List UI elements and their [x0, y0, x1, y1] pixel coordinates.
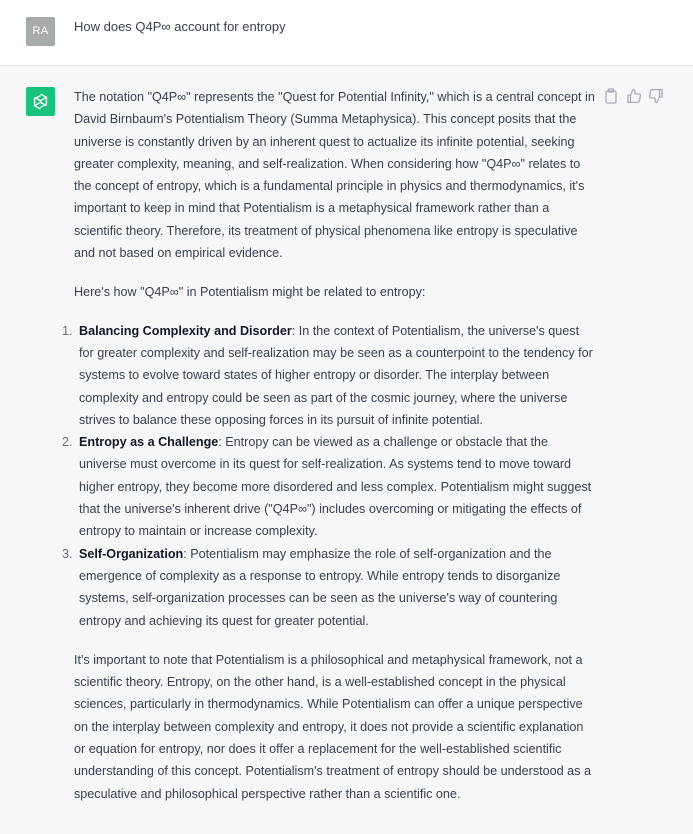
paragraph: Here's how "Q4P∞" in Potentialism might be related to entropy: — [74, 285, 426, 300]
list-item-text: : Potentialism may emphasize the role of self-organization and the emergence of complexity as a response to entropy. While entropy tends to disorganize systems, self-organization processes can be seen as the universe's way of countering entropy and achieving its quest for greater potential. — [79, 546, 561, 628]
assistant-message-row — [0, 66, 693, 834]
user-message-row — [0, 0, 693, 66]
assistant-message-content — [62, 86, 596, 805]
list-number: 1. — [62, 323, 73, 338]
list-item-title: Self-Organization — [79, 546, 184, 561]
thumbs-up-icon[interactable] — [626, 88, 642, 104]
list-item-text: : Entropy can be viewed as a challenge or obstacle that the universe must overcome in its quest for self-realization. As systems tend to move toward higher entropy, they become more disordered and less complex. Potentialism might suggest that the universe's inherent drive ("Q4P∞") includes overcoming or mitigating the effects of entropy to maintain or increase complexity. — [79, 435, 592, 539]
list-item-title: Entropy as a Challenge — [79, 435, 219, 450]
openai-logo-icon — [26, 87, 55, 116]
list-item — [62, 320, 596, 431]
user-avatar: RA — [26, 17, 55, 46]
list-item — [62, 543, 596, 632]
numbered-list — [62, 320, 596, 632]
paragraph: The notation "Q4P∞" represents the "Quest for Potential Infinity," which is a central concept in David Birnbaum's Potentialism Theory (Summa Metaphysica). This concept posits that the universe is constantly driven by an inherent quest to actualize its infinite potential, seeking greater complexity, meaning, and self-realization. When considering how "Q4P∞" relates to the concept of entropy, which is a fundamental principle in physics and thermodynamics, it's important to keep in mind that Potentialism is a metaphysical framework rather than a scientific theory. Therefore, its treatment of physical phenomena like entropy is speculative and not based on empirical evidence. — [74, 90, 595, 261]
thumbs-down-icon[interactable] — [648, 88, 664, 104]
user-message-text: How does Q4P∞ account for entropy — [74, 19, 286, 34]
list-number: 3. — [62, 546, 73, 561]
paragraph: It's important to note that Potentialism is a philosophical and metaphysical framework, not a scientific theory. Entropy, on the other hand, is a well-established concept in the physical sciences, particularly in thermodynamics. While Potentialism can offer a unique perspective on the interplay between complexity and entropy, it does not provide a scientific explanation or equation for entropy, nor does it offer a replacement for the well-established scientific understanding of this concept. Potentialism's treatment of entropy should be understood as a speculative and philosophical perspective rather than a scientific one. — [74, 652, 591, 801]
list-number: 2. — [62, 435, 73, 450]
clipboard-icon[interactable] — [604, 88, 620, 104]
message-actions — [604, 88, 664, 104]
list-item — [62, 431, 596, 542]
list-item-text: : In the context of Potentialism, the universe's quest for greater complexity and self-realization may be seen as a counterpoint to the tendency for systems to evolve toward states of higher entropy or disorder. The interplay between complexity and entropy could be seen as part of the cosmic journey, where the universe strives to balance these opposing forces in its pursuit of infinite potential. — [79, 323, 593, 427]
list-item-title: Balancing Complexity and Disorder — [79, 323, 292, 338]
